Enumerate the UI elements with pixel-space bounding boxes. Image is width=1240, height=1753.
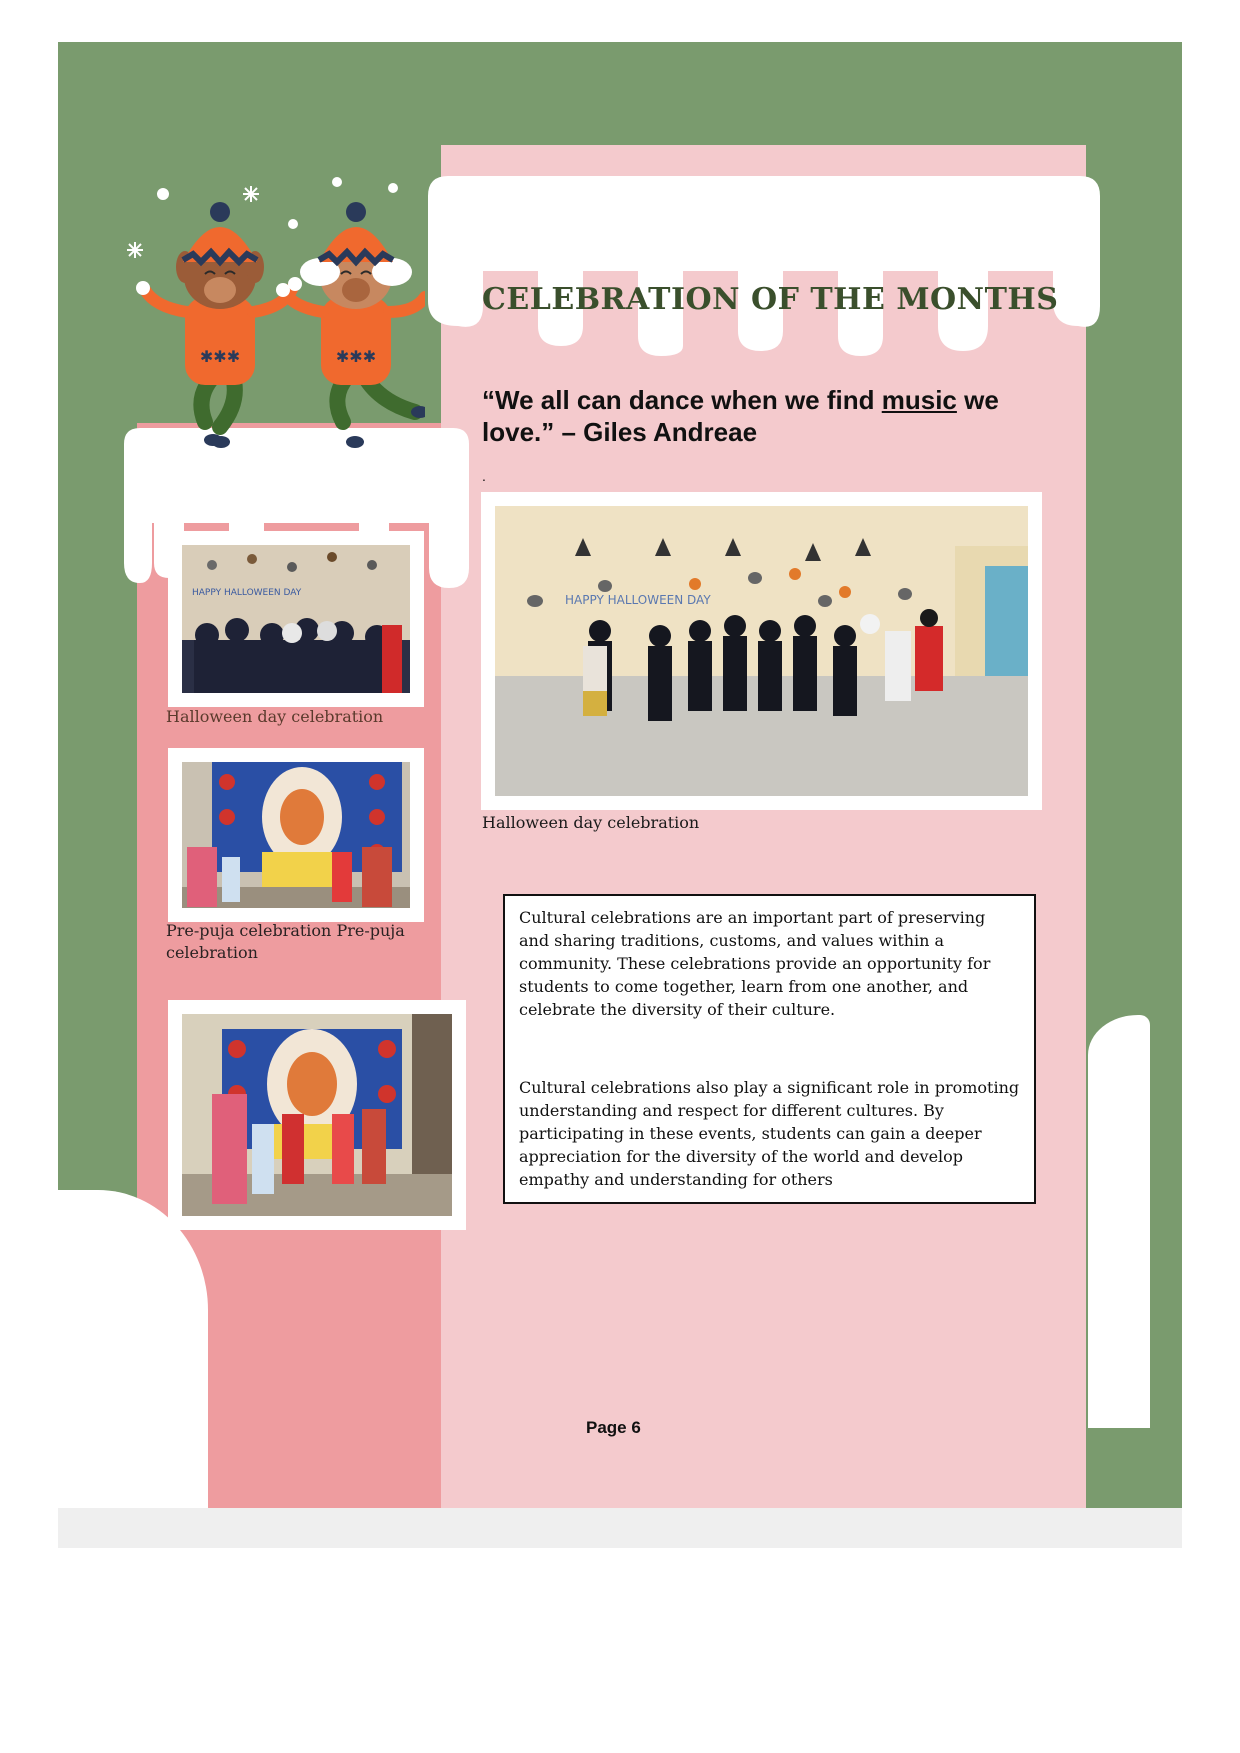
caption-halloween-left: Halloween day celebration [166, 707, 384, 726]
bottom-grey-strip [58, 1508, 1182, 1548]
photo-prepuja-small [168, 748, 424, 922]
page-number: Page 6 [586, 1418, 641, 1437]
halloween-photo-image [182, 545, 410, 693]
svg-text:✱✱✱: ✱✱✱ [335, 347, 377, 366]
page-title: CELEBRATION OF THE MONTHS [482, 282, 1059, 317]
description-text-box [503, 894, 1036, 1204]
snow-post-right [1088, 1015, 1150, 1428]
elves-illustration [125, 172, 425, 457]
photo-halloween-main [481, 492, 1042, 810]
elf-right-icon [276, 202, 425, 448]
quote-text: “We all can dance when we find [482, 385, 882, 415]
elf-left-icon [136, 202, 302, 448]
halloween-main-photo-image [495, 506, 1028, 796]
snow-drip-decoration [428, 176, 1100, 356]
description-paragraph-2: Cultural celebrations also play a significant role in promoting understanding and respect for different cultures. By participating in these events, students can gain a deeper appreciation for the diversity of the world and develop empathy and understanding for others [519, 1078, 1020, 1189]
halloween-wall-text-small: HAPPY HALLOWEEN DAY [192, 588, 302, 598]
prepuja-group-photo-image [182, 1014, 452, 1216]
prepuja-photo-image [182, 762, 410, 908]
snow-mound-left [58, 1190, 208, 1508]
quote-underlined-word: music [881, 385, 957, 415]
caption-halloween-main: Halloween day celebration [482, 813, 700, 832]
description-paragraph-1: Cultural celebrations are an important part of preserving and sharing traditions, customs, and values within a community. These celebrations provide an opportunity for students to come together, learn from one another, and celebrate the diversity of their culture. [519, 908, 991, 1019]
photo-prepuja-group [168, 1000, 466, 1230]
svg-text:✱✱✱: ✱✱✱ [199, 347, 241, 366]
halloween-wall-text: HAPPY HALLOWEEN DAY [565, 593, 711, 607]
photo-halloween-small [168, 531, 424, 707]
quote [482, 384, 1052, 448]
quote-attribution: we love.” – Giles Andreae [482, 385, 999, 447]
stray-mark: . [482, 468, 486, 484]
caption-prepuja: Pre-puja celebration Pre-puja celebration [166, 921, 405, 962]
